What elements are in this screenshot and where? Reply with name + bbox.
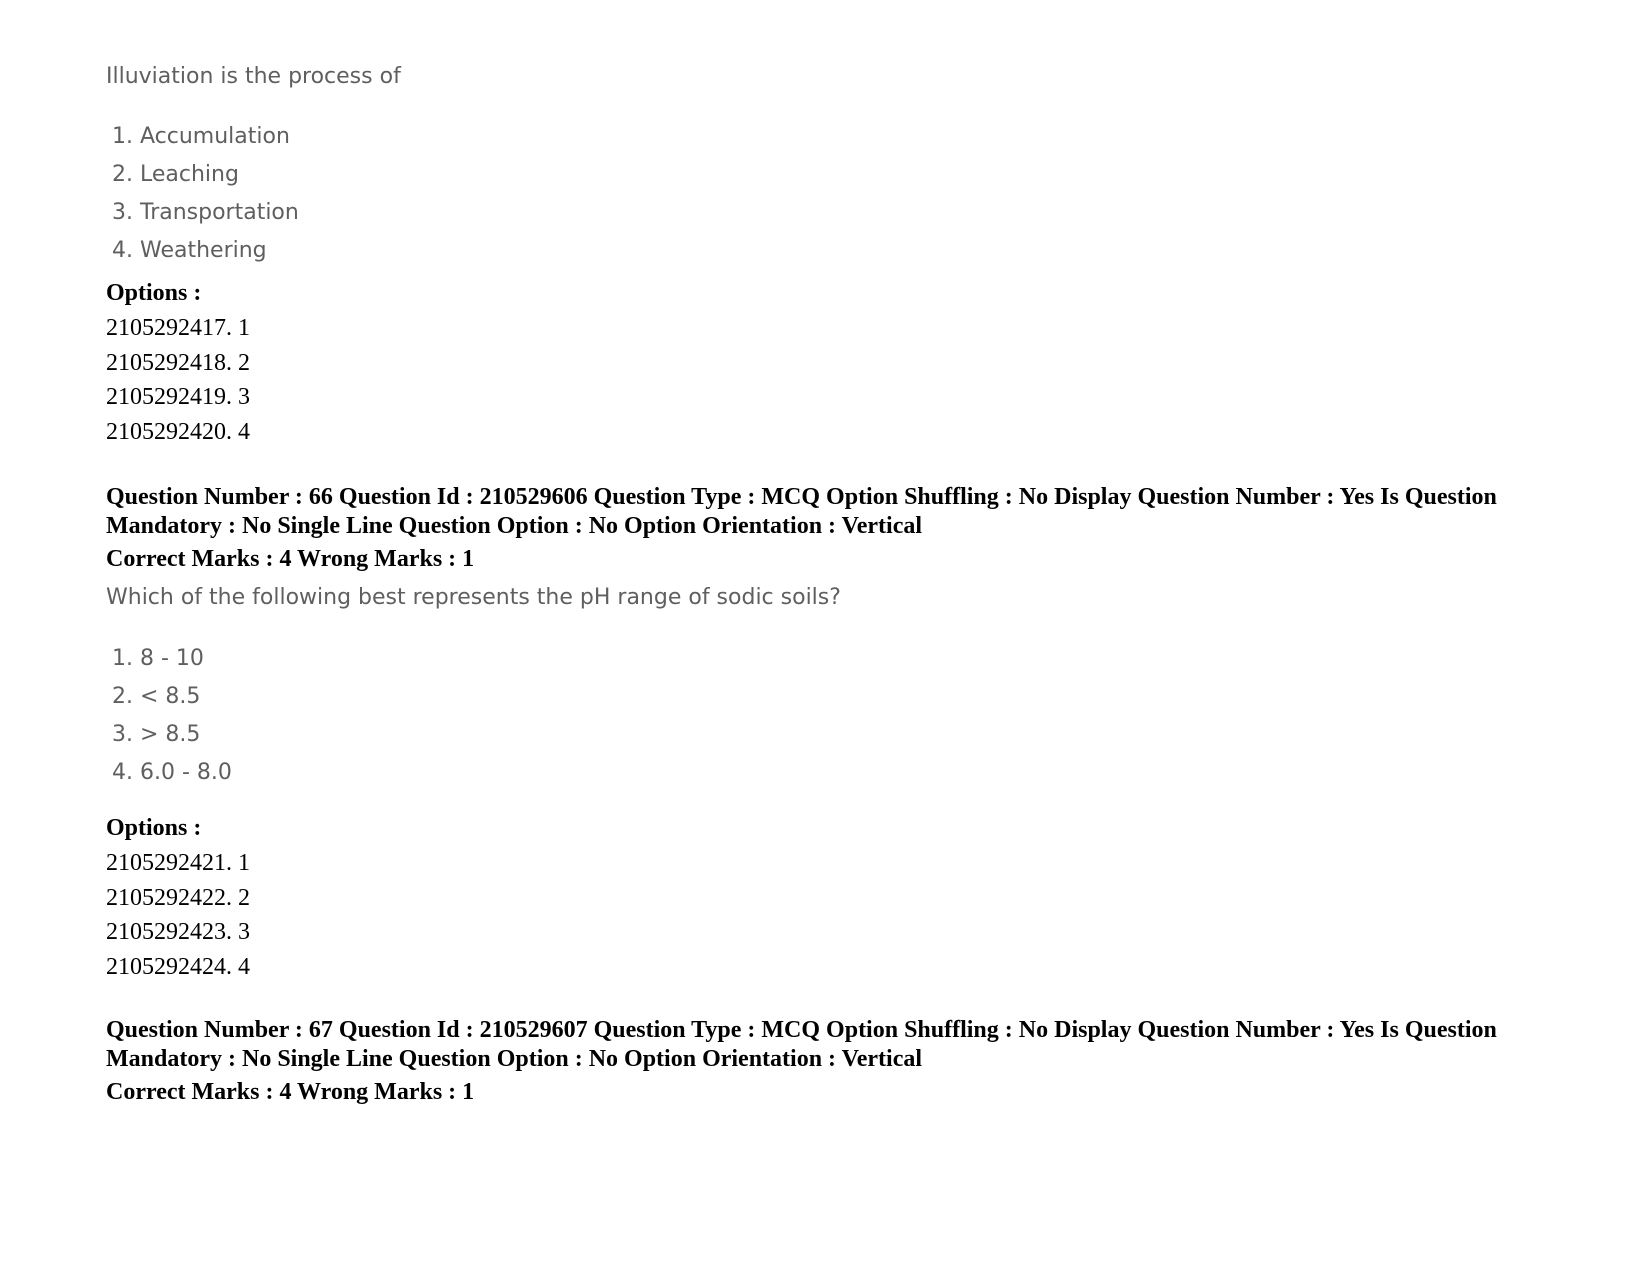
question-meta-line: Question Number : 67 Question Id : 210529607 Question Type : MCQ Option Shuffling : No Display Question Number : Yes Is Question bbox=[106, 1017, 1497, 1043]
question-meta-line: Question Number : 66 Question Id : 210529606 Question Type : MCQ Option Shuffling : No Display Question Number : Yes Is Question bbox=[106, 484, 1497, 510]
choice-item: 4. Weathering bbox=[112, 238, 267, 263]
options-block bbox=[106, 814, 1566, 843]
choice-item: 4. 6.0 - 8.0 bbox=[112, 760, 232, 785]
option-id: 2105292421. 1 bbox=[106, 850, 250, 876]
choice-item: 2. < 8.5 bbox=[112, 684, 201, 709]
question-text: Which of the following best represents the pH range of sodic soils? bbox=[106, 585, 841, 610]
marks-line: Correct Marks : 4 Wrong Marks : 1 bbox=[106, 1079, 475, 1105]
option-id: 2105292423. 3 bbox=[106, 919, 250, 945]
choice-item: 1. Accumulation bbox=[112, 124, 290, 149]
choice-item: 2. Leaching bbox=[112, 162, 239, 187]
options-label: Options : bbox=[106, 815, 202, 841]
question-meta-line: Mandatory : No Single Line Question Option : No Option Orientation : Vertical bbox=[106, 513, 923, 539]
option-id: 2105292417. 1 bbox=[106, 315, 250, 341]
option-id: 2105292418. 2 bbox=[106, 349, 250, 376]
option-id: 2105292420. 4 bbox=[106, 418, 250, 445]
options-block bbox=[106, 279, 1566, 308]
choice-list bbox=[106, 118, 1566, 270]
choice-item: 3. > 8.5 bbox=[112, 722, 201, 747]
question-meta-line: Mandatory : No Single Line Question Option : No Option Orientation : Vertical bbox=[106, 1046, 923, 1072]
question-67-header bbox=[106, 1016, 1566, 1107]
option-id: 2105292419. 3 bbox=[106, 384, 250, 410]
question-65 bbox=[106, 62, 1566, 92]
question-66-header bbox=[106, 483, 1566, 574]
marks-line: Correct Marks : 4 Wrong Marks : 1 bbox=[106, 546, 475, 572]
option-id: 2105292424. 4 bbox=[106, 953, 250, 980]
question-66 bbox=[106, 583, 1566, 613]
options-label: Options : bbox=[106, 280, 202, 306]
question-text: Illuviation is the process of bbox=[106, 64, 401, 89]
choice-item: 1. 8 - 10 bbox=[112, 646, 204, 671]
option-id: 2105292422. 2 bbox=[106, 884, 250, 911]
choice-item: 3. Transportation bbox=[112, 200, 299, 225]
option-ids bbox=[106, 311, 1566, 449]
option-ids bbox=[106, 846, 1566, 984]
choice-list bbox=[106, 640, 1566, 792]
